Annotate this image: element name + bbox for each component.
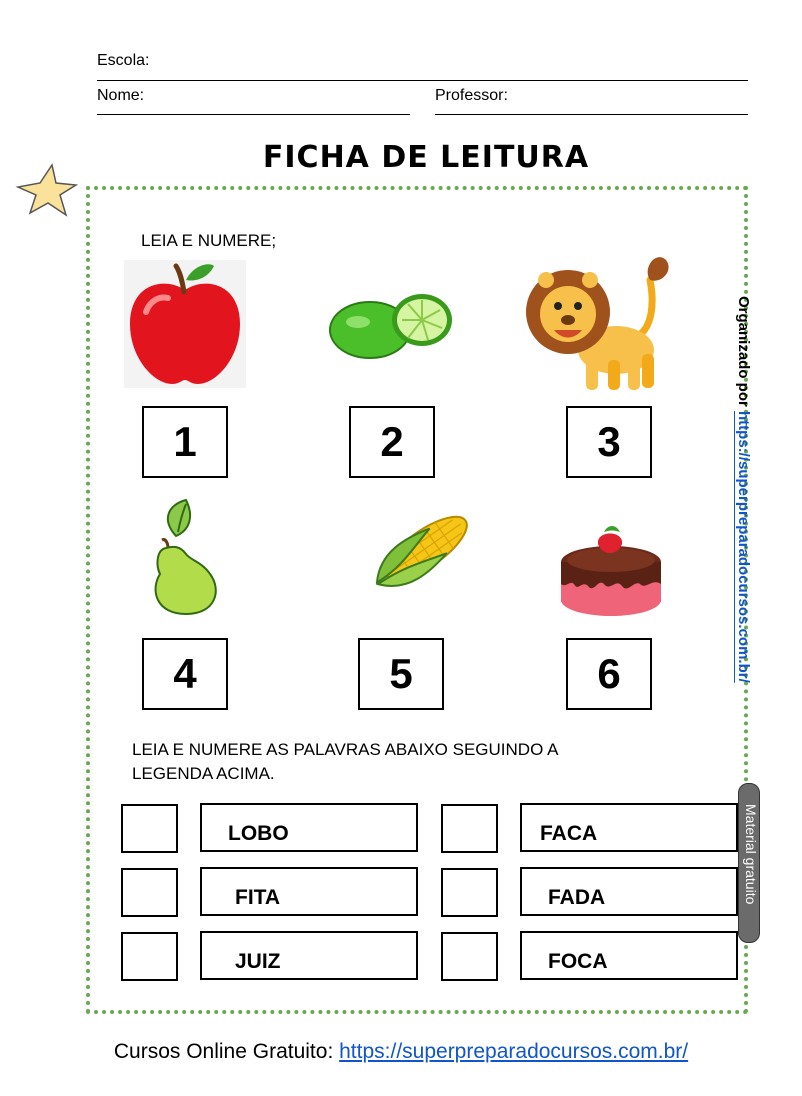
page-title: FICHA DE LEITURA	[262, 140, 590, 175]
teacher-line[interactable]	[435, 114, 748, 115]
word-fada: FADA	[520, 867, 738, 916]
word-faca: FACA	[520, 803, 738, 852]
answer-box-fita[interactable]	[121, 868, 178, 917]
number-box-6: 6	[566, 638, 652, 710]
word-fita: FITA	[200, 867, 418, 916]
side-organizer	[735, 296, 763, 716]
free-material-tab[interactable]	[738, 783, 760, 943]
number-box-2: 2	[349, 406, 435, 478]
name-line[interactable]	[97, 114, 410, 115]
number-box-1: 1	[142, 406, 228, 478]
instruction-1: LEIA E NUMERE;	[141, 231, 277, 250]
star-icon	[14, 163, 78, 219]
lion-icon	[524, 250, 674, 396]
answer-box-foca[interactable]	[441, 932, 498, 981]
number-box-4: 4	[142, 638, 228, 710]
footer-link[interactable]: https://superpreparadocursos.com.br/	[339, 1040, 689, 1063]
word-juiz: JUIZ	[200, 931, 418, 980]
apple-icon	[124, 260, 246, 388]
school-line[interactable]	[97, 80, 748, 81]
side-organizer-link[interactable]: https://superpreparadocursos.com.br/	[735, 411, 752, 683]
instruction-2-line2: LEGENDA ACIMA.	[132, 764, 275, 783]
cake-icon	[556, 522, 666, 620]
number-box-3: 3	[566, 406, 652, 478]
lime-icon	[328, 290, 456, 360]
answer-box-fada[interactable]	[441, 868, 498, 917]
answer-box-juiz[interactable]	[121, 932, 178, 981]
pear-icon	[150, 498, 222, 618]
answer-box-lobo[interactable]	[121, 804, 178, 853]
answer-box-faca[interactable]	[441, 804, 498, 853]
instruction-2-line1: LEIA E NUMERE AS PALAVRAS ABAIXO SEGUINDO A	[132, 740, 559, 759]
free-material-label: Material gratuito	[743, 804, 759, 905]
footer-prefix: Cursos Online Gratuito:	[113, 1040, 340, 1063]
footer	[0, 1040, 802, 1064]
school-label: Escola:	[97, 52, 150, 69]
teacher-label: Professor:	[435, 87, 508, 104]
side-organizer-prefix: Organizado por	[735, 296, 752, 412]
number-box-5: 5	[358, 638, 444, 710]
word-lobo: LOBO	[200, 803, 418, 852]
name-label: Nome:	[97, 87, 145, 104]
corn-icon	[358, 496, 490, 608]
word-foca: FOCA	[520, 931, 738, 980]
